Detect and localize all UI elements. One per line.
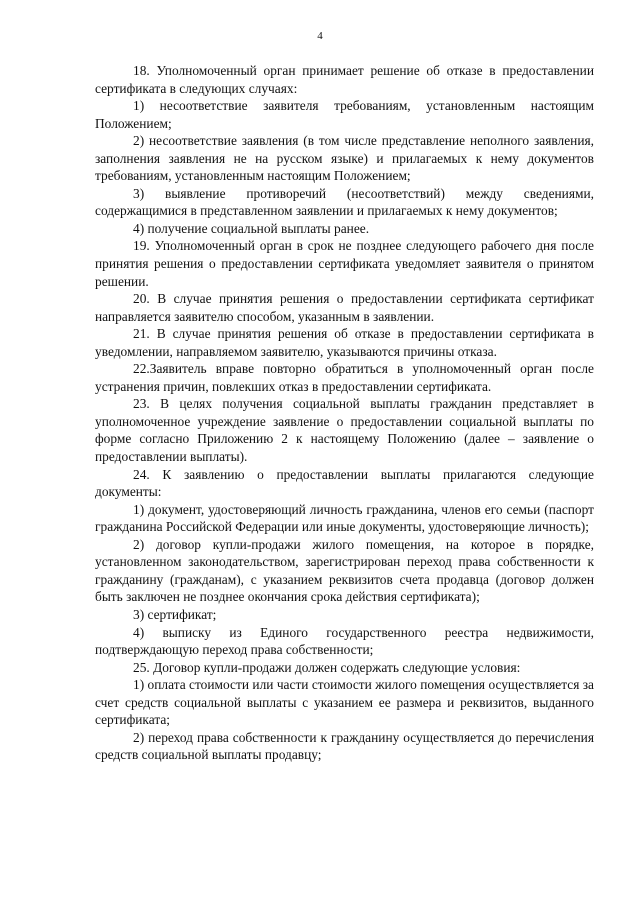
paragraph-18-item-2: 2) несоответствие заявления (в том числе представление неполного заявления, заполнения заявления не на русском языке) и прилагаемых к нему документов требованиям, установленным настоящим Положением; [95,133,594,184]
paragraph-25-item-2: 2) переход права собственности к гражданину осуществляется до перечисления средств социальной выплаты продавцу; [95,729,594,763]
paragraph-18-item-3: 3) выявление противоречий (несоответствий) между сведениями, содержащимися в представленном заявлении и прилагаемых к нему документов; [95,185,594,219]
paragraph-24-item-3: 3) сертификат; [133,606,217,622]
paragraph-22: 22.Заявитель вправе повторно обратиться в уполномоченный орган после устранения причин, повлекших отказ в предоставлении сертификата. [95,361,594,394]
paragraph-18-item-1: 1) несоответствие заявителя требованиям, установленным настоящим Положением; [95,98,594,131]
paragraph-18: 18. Уполномоченный орган принимает решение об отказе в предоставлении сертификата в следующих случаях: [95,63,594,96]
paragraph-19: 19. Уполномоченный орган в срок не позднее следующего рабочего дня после принятия решения о предоставлении сертификата уведомляет заявителя о принятом решении. [95,238,594,289]
paragraph-24: 24. К заявлению о предоставлении выплаты прилагаются следующие документы: [95,466,594,500]
paragraph-25-item-1: 1) оплата стоимости или части стоимости жилого помещения осуществляется за счет средств социальной выплаты с указанием ее размера и реквизитов, выданного сертификата; [95,677,594,728]
page-number: 4 [317,30,323,42]
paragraph-25: 25. Договор купли-продажи должен содержать следующие условия: [133,659,521,675]
paragraph-20: 20. В случае принятия решения о предоставлении сертификата сертификат направляется заявителю способом, указанным в заявлении. [95,291,594,324]
paragraph-24-item-2: 2) договор купли-продажи жилого помещения, на которое в порядке, установленном законодательством, зарегистрирован переход права собственности к гражданину (гражданам), с указанием реквизитов счета продавца (договор должен быть заключен не позднее окончания срока действия сертификата); [95,536,594,605]
paragraph-23: 23. В целях получения социальной выплаты гражданин представляет в уполномоченное учреждение заявление о предоставлении социальной выплаты по форме согласно Приложению 2 к настоящему Положению (далее – заявление о предоставлении выплаты). [95,396,594,465]
document-body [95,62,594,764]
paragraph-24-item-1: 1) документ, удостоверяющий личность гражданина, членов его семьи (паспорт гражданина Российской Федерации или иные документы, удостоверяющие личность); [95,501,594,535]
paragraph-21: 21. В случае принятия решения об отказе в предоставлении сертификата в уведомлении, направляемом заявителю, указываются причины отказа. [95,326,594,359]
paragraph-18-item-4: 4) получение социальной выплаты ранее. [133,220,370,236]
paragraph-24-item-4: 4) выписку из Единого государственного реестра недвижимости, подтверждающую переход права собственности; [95,624,594,658]
